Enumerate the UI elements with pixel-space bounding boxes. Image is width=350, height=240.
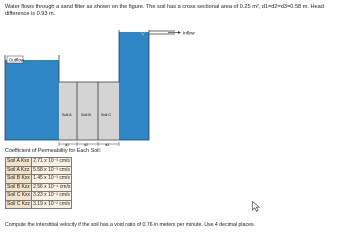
table-row <box>6 175 72 184</box>
soil-label: Soil B Kxx <box>7 175 30 182</box>
table-row <box>6 158 72 167</box>
permeability-value: 2.71 x 10⁻³ cm/s <box>33 158 70 165</box>
soil-b-label: Soil B <box>81 113 91 117</box>
inflow-label: Inflow <box>183 30 195 36</box>
inflow-water-level-marker: ▽ <box>141 31 145 37</box>
soil-c-label: Soil C <box>101 113 112 117</box>
soil-label: Soil B Kzz <box>7 183 30 190</box>
table-row <box>6 183 72 192</box>
tank-inner-outline <box>59 30 119 82</box>
permeability-subheading: Coefficient of Permeability for Each Soil: <box>5 148 102 154</box>
mouse-cursor-icon <box>252 201 260 212</box>
permeability-value: 1.45 x 10⁻³ cm/s <box>33 175 70 182</box>
permeability-value: 2.56 x 10⁻⁴ cm/s <box>33 183 71 190</box>
outflow-water <box>5 57 59 140</box>
soil-box <box>59 82 119 140</box>
permeability-value: 3.19 x 10⁻² cm/s <box>33 200 70 207</box>
soil-label: Soil A Kxx <box>6 158 32 167</box>
outflow-label: Outflow <box>9 57 24 63</box>
soil-label: Soil A Kzz <box>6 166 32 175</box>
table-row <box>6 166 72 175</box>
permeability-value: 5.58 x 10⁻³ cm/s <box>33 166 70 173</box>
soil-a-label: Soil A <box>62 113 72 117</box>
outflow-water-level-marker: ▽ <box>33 56 37 62</box>
soil-label: Soil C Kzz <box>7 200 31 207</box>
permeability-table <box>5 157 72 209</box>
table-row <box>6 200 72 209</box>
inflow-water <box>119 32 149 140</box>
d2-label: d2 <box>84 143 88 147</box>
soil-label: Soil C Kxx <box>7 192 31 199</box>
d1-label: d1 <box>65 143 69 147</box>
problem-statement: Water flows through a sand filter as shown on the figure. The soil has a cross sectional area of 0.25 m², d1=d2=d3=0.58 m. Head difference is 0.93 m. <box>5 4 324 17</box>
table-row <box>6 192 72 201</box>
question-text: Compute the interstitial velocity if the soil has a void ratio of 0.76 in meters per minute. Use 4 decimal places. <box>5 222 255 228</box>
inflow-arrowhead <box>178 31 181 34</box>
d3-label: d3 <box>105 143 109 147</box>
permeability-value: 3.23 x 10⁻² cm/s <box>33 192 70 199</box>
